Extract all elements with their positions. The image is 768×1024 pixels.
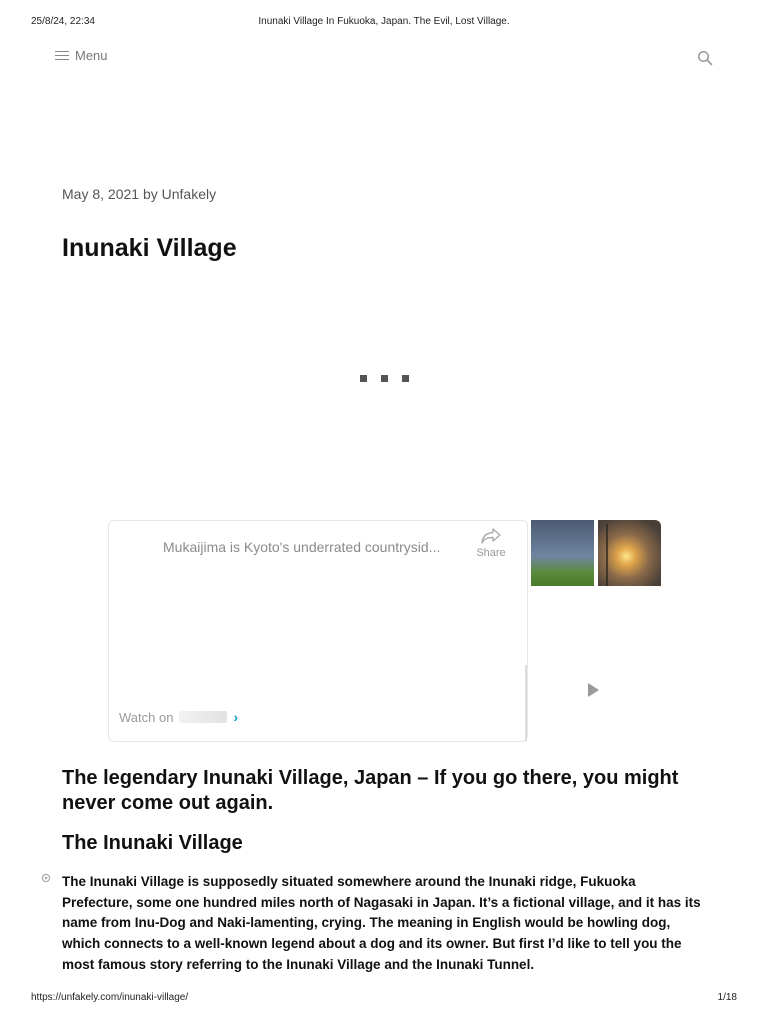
- print-footer: [31, 992, 737, 1006]
- share-icon: [480, 527, 502, 545]
- article-lead-heading: The legendary Inunaki Village, Japan – If you go there, you might never come out again.: [62, 767, 679, 814]
- scrollbar[interactable]: [525, 665, 527, 741]
- print-page-title: Inunaki Village In Fukuoka, Japan. The Evil, Lost Village.: [258, 16, 510, 27]
- print-header: [31, 16, 737, 30]
- loading-indicator: [360, 375, 409, 382]
- gear-icon[interactable]: [40, 872, 52, 884]
- post-date-link[interactable]: May 8, 2021: [62, 186, 140, 202]
- section-heading: The Inunaki Village: [62, 832, 243, 854]
- chevron-right-icon: ›: [233, 709, 239, 725]
- watch-on-label: Watch on: [119, 709, 174, 725]
- menu-button[interactable]: [55, 48, 108, 63]
- youtube-logo: [179, 711, 227, 723]
- article-paragraph: The Inunaki Village is supposedly situated somewhere around the Inunaki ridge, Fukuoka Prefecture, some one hundred miles north of Nagasaki in Japan. It’s a fictional village, and it has its name from Inu-Dog and Naki-lamenting, crying. The meaning in English would be howling dog, which connects to a well-known legend about a dog and its owner. But first I’d like to tell you the most famous story referring to the Inunaki Village and the Inunaki Tunnel.: [62, 874, 701, 972]
- print-page-number: 1/18: [717, 992, 737, 1003]
- share-label: Share: [476, 547, 506, 559]
- print-date: 25/8/24, 22:34: [31, 16, 95, 27]
- post-author-link[interactable]: Unfakely: [161, 186, 217, 202]
- video-player[interactable]: [108, 520, 528, 742]
- search-icon: [697, 50, 713, 66]
- site-nav: [55, 48, 713, 70]
- post-meta: [62, 186, 216, 202]
- menu-label: Menu: [75, 48, 108, 63]
- search-button[interactable]: [697, 50, 713, 66]
- hamburger-icon: [55, 51, 69, 61]
- play-icon[interactable]: [588, 683, 599, 697]
- playlist-thumbnail[interactable]: [531, 520, 594, 586]
- print-url: https://unfakely.com/inunaki-village/: [31, 992, 189, 1003]
- share-button[interactable]: [473, 527, 509, 559]
- post-by-label: by: [142, 186, 158, 202]
- page-title: Inunaki Village: [62, 234, 237, 262]
- video-title[interactable]: Mukaijima is Kyoto's underrated countrysid...: [163, 539, 441, 555]
- playlist-thumbnail[interactable]: [598, 520, 661, 586]
- watch-on-youtube-link[interactable]: [119, 709, 238, 725]
